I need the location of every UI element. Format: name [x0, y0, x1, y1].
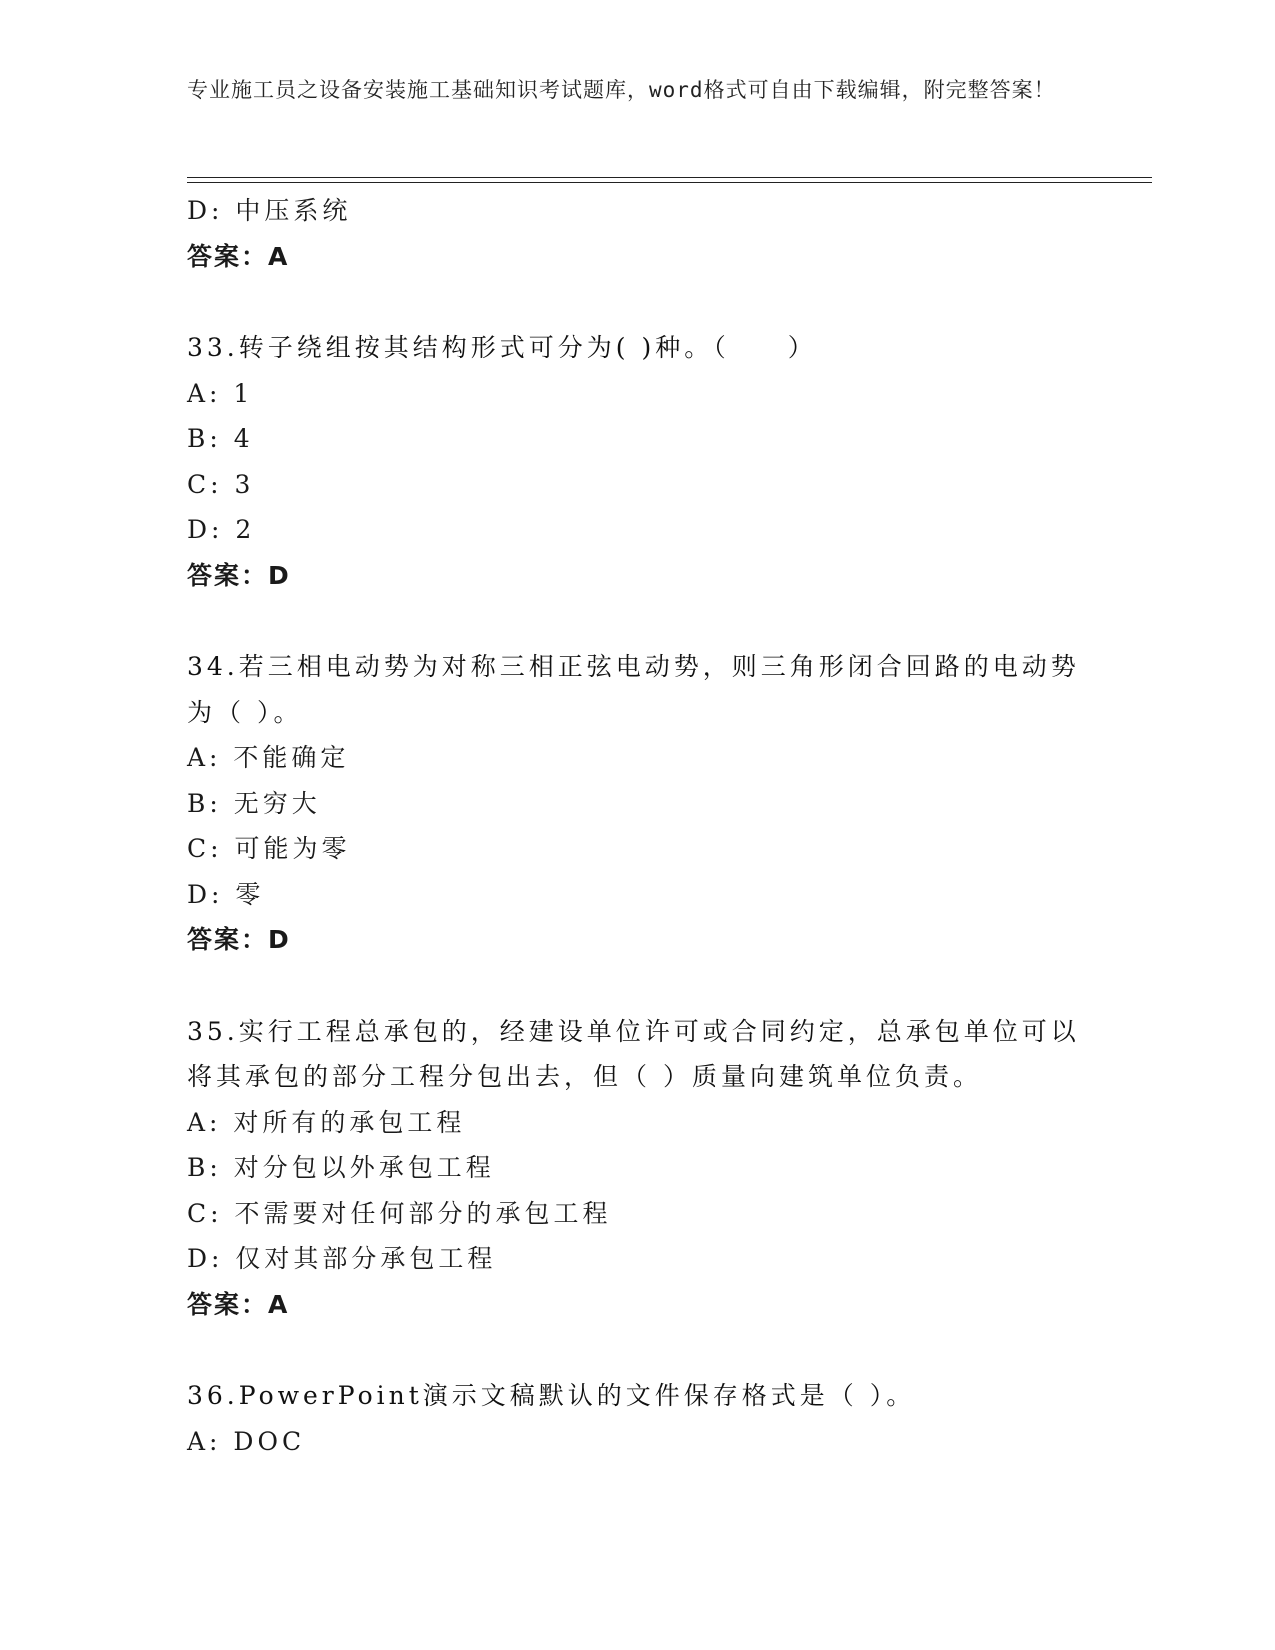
document-header: 专业施工员之设备安装施工基础知识考试题库，word格式可自由下载编辑，附完整答案！ — [187, 78, 1056, 102]
question-title: 35.实行工程总承包的，经建设单位许可或合同约定，总承包单位可以将其承包的部分工程分包出去，但（ ）质量向建筑单位负责。 — [187, 1016, 1080, 1091]
spacer — [187, 963, 1087, 1009]
question-title: 33.转子绕组按其结构形式可分为( )种。（ ） — [187, 333, 817, 362]
option-d: D: 中压系统 — [187, 196, 352, 225]
option-b: B: 无穷大 — [187, 788, 321, 818]
question-list — [187, 188, 1087, 1464]
answer-line: 答案：D — [187, 560, 291, 590]
answer-line: 答案：A — [187, 1289, 290, 1319]
option-a: A: 不能确定 — [187, 743, 350, 772]
header-divider-top — [187, 177, 1152, 178]
header-divider-bottom — [187, 182, 1152, 183]
option-c: C: 可能为零 — [187, 834, 351, 863]
spacer — [187, 598, 1087, 644]
option-c: C: 不需要对任何部分的承包工程 — [187, 1198, 612, 1228]
option-d: D: 2 — [187, 515, 256, 544]
spacer — [187, 1327, 1087, 1373]
option-c: C: 3 — [187, 469, 255, 499]
option-d: D: 仅对其部分承包工程 — [187, 1244, 497, 1273]
option-a: A: 对所有的承包工程 — [187, 1107, 466, 1137]
option-a: A: DOC — [187, 1426, 306, 1456]
option-b: B: 4 — [187, 424, 254, 453]
spacer — [187, 279, 1087, 325]
option-d: D: 零 — [187, 879, 265, 909]
answer-line: 答案：A — [187, 241, 290, 271]
answer-line: 答案：D — [187, 925, 291, 954]
question-title: 36.PowerPoint演示文稿默认的文件保存格式是（ ）。 — [187, 1381, 916, 1410]
option-b: B: 对分包以外承包工程 — [187, 1153, 495, 1182]
option-a: A: 1 — [187, 378, 254, 408]
question-title: 34.若三相电动势为对称三相正弦电动势，则三角形闭合回路的电动势为（ ）。 — [187, 652, 1080, 727]
